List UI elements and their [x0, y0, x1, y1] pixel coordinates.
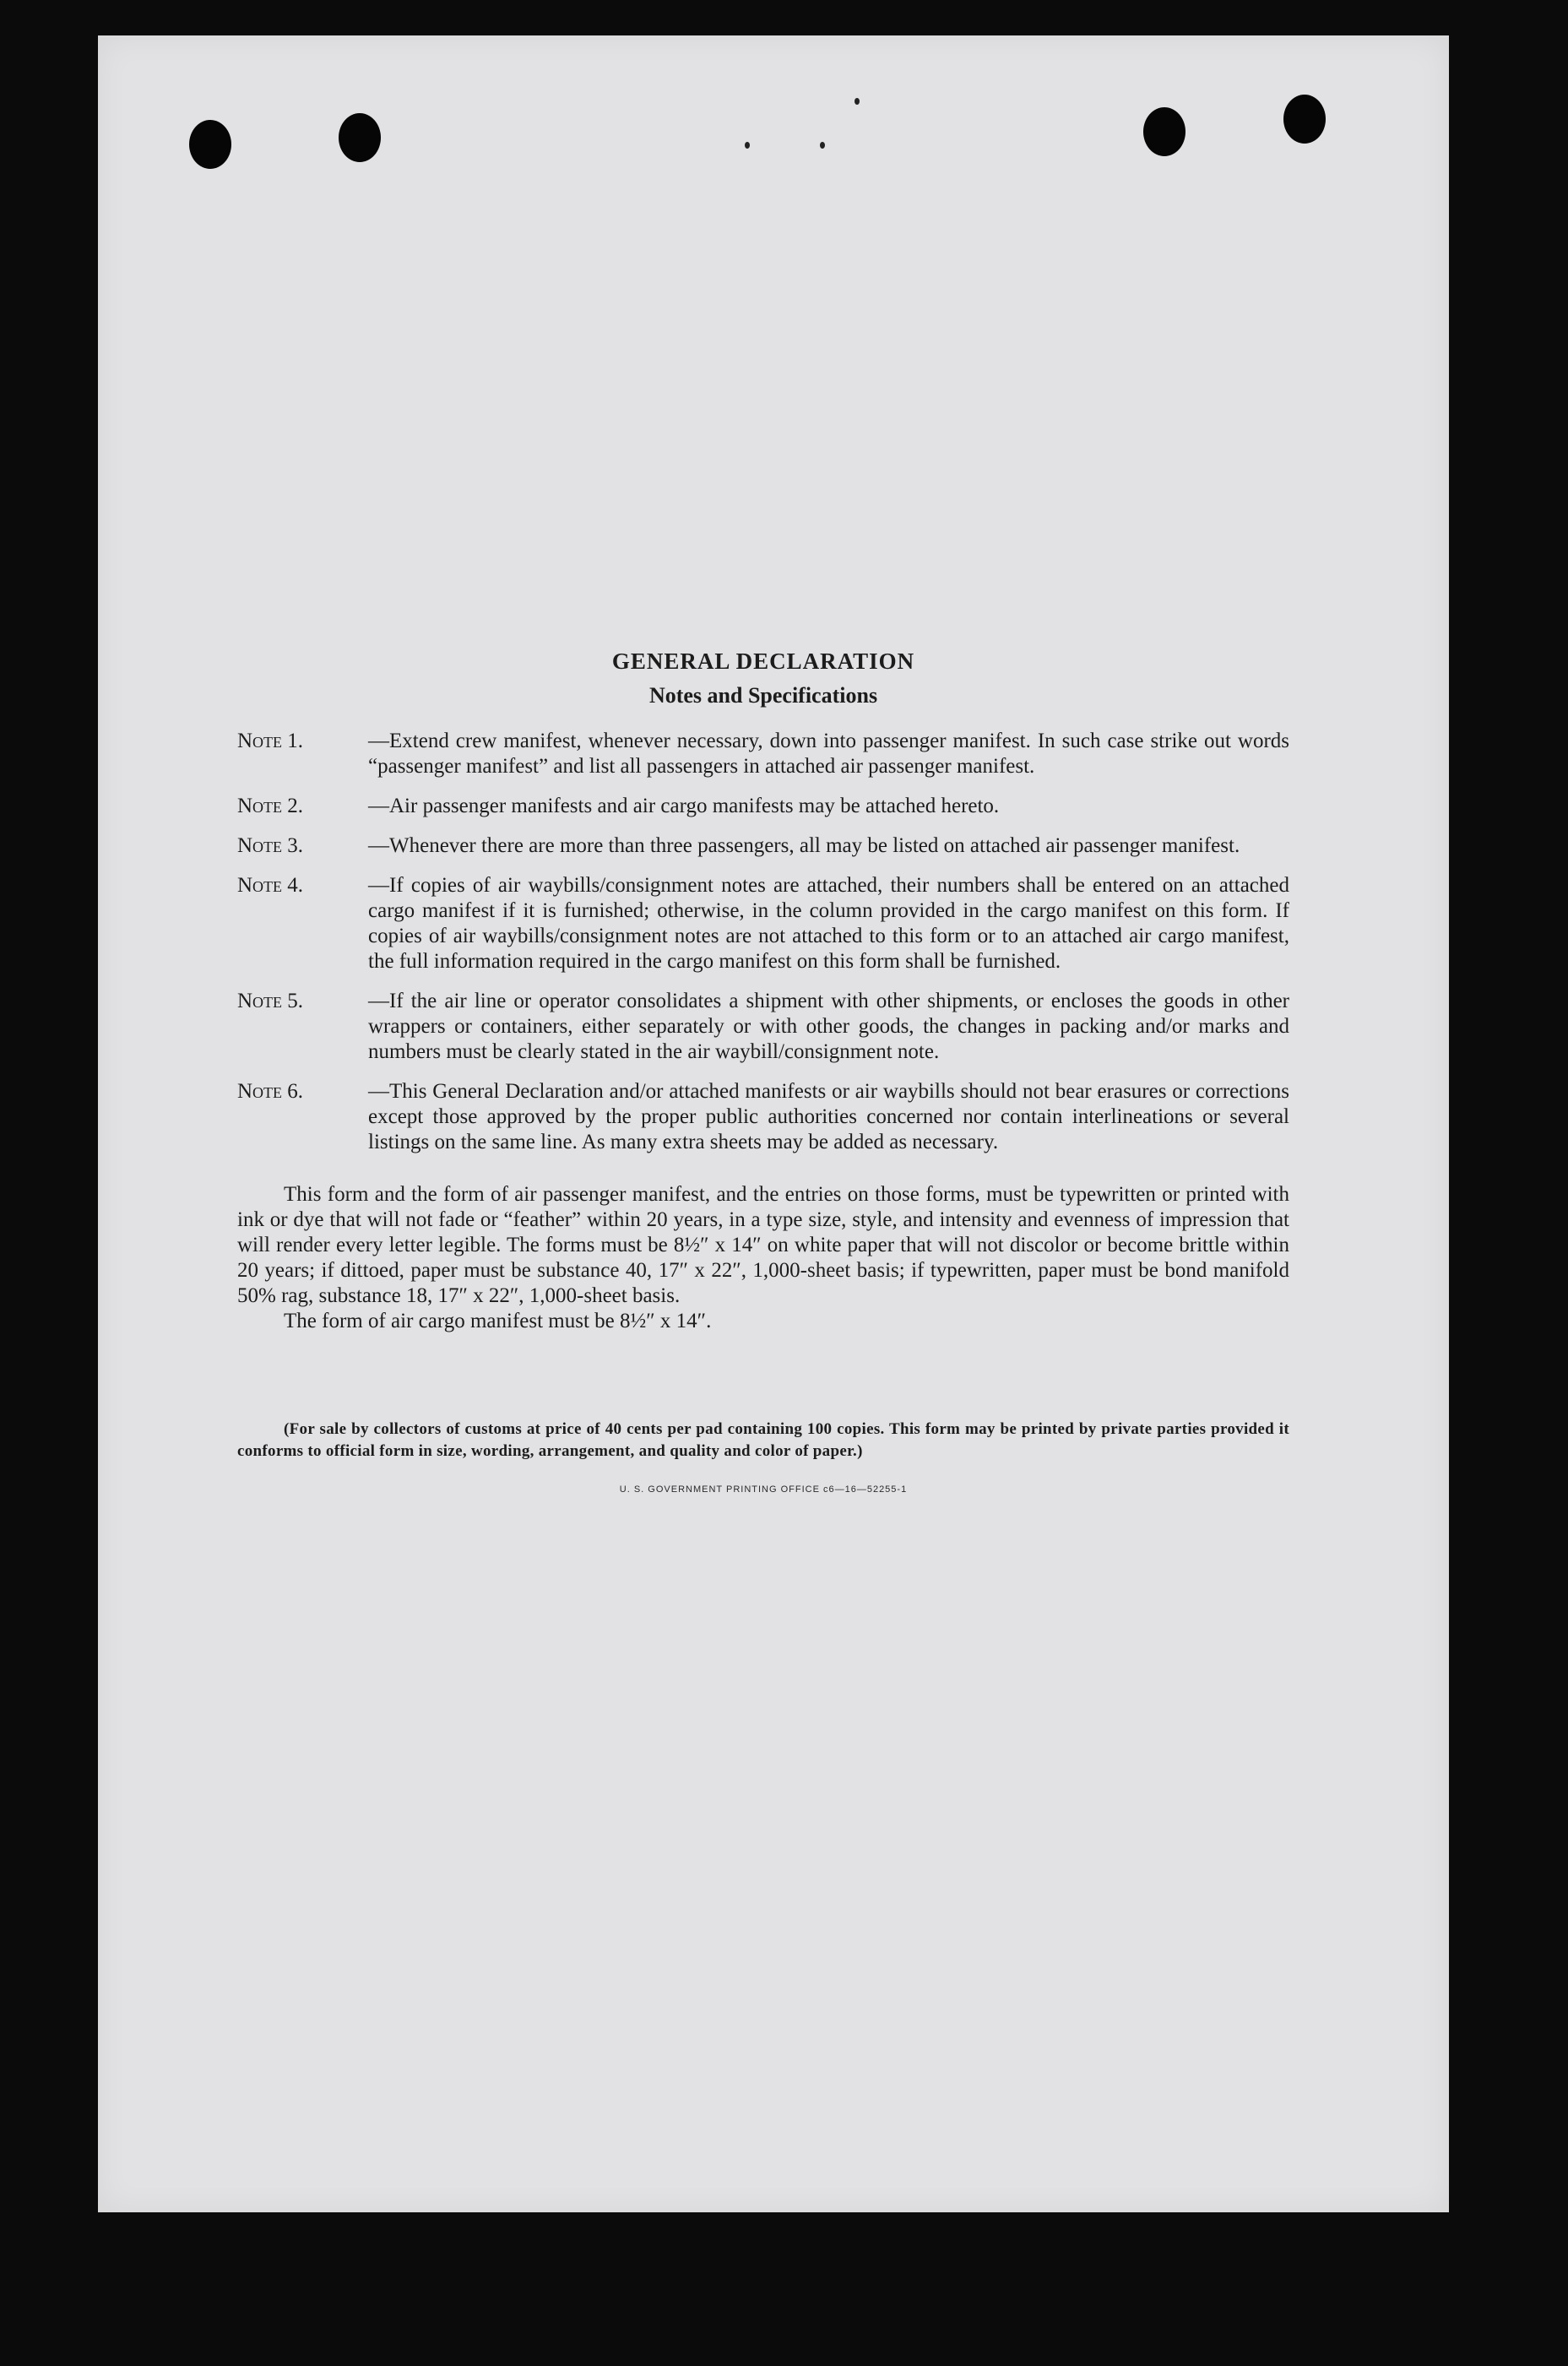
note-label: Note [237, 730, 283, 752]
punch-hole [1283, 95, 1326, 144]
note-heading [237, 989, 303, 1014]
note-number: 4. [287, 874, 304, 897]
note-number: 6. [287, 1080, 304, 1103]
note-heading [237, 729, 303, 754]
note-text: —Extend crew manifest, whenever necessary, down into passenger manifest. In such case strike out words “passenger manifest” and list all passengers in attached air passenger manifest. [368, 730, 1289, 778]
note-3 [237, 833, 1289, 859]
note-text: —If the air line or operator consolidates a shipment with other shipments, or encloses the goods in other wrappers or containers, either separately or with other goods, the changes in packing and/or marks and numbers must be clearly stated in the air waybill/consignment note. [368, 990, 1289, 1063]
note-5 [237, 989, 1289, 1065]
specification-paragraph: This form and the form of air passenger manifest, and the entries on those forms, must be typewritten or printed with ink or dye that will not fade or “feather” within 20 years, in a type size, style, and intensity and evenness of impression that will render every letter legible. The forms must be 8½″ x 14″ on white paper that will not discolor or become brittle within 20 years; if dittoed, paper must be substance 40, 17″ x 22″, 1,000-sheet basis; if typewritten, paper must be bond manifold 50% rag, substance 18, 17″ x 22″, 1,000-sheet basis. [237, 1183, 1289, 1307]
paper-speck [745, 142, 750, 149]
cargo-size-paragraph: The form of air cargo manifest must be 8½″ x 14″. [284, 1310, 712, 1332]
note-heading [237, 794, 303, 819]
note-2 [237, 794, 1289, 819]
note-text: —If copies of air waybills/consignment notes are attached, their numbers shall be entered on an attached cargo manifest if it is furnished; otherwise, in the column provided in the cargo manifest on this form. If copies of air waybills/consignment notes are not attached to this form or to an attached air cargo manifest, the full information required in the cargo manifest on this form shall be furnished. [368, 874, 1289, 973]
punch-hole [189, 120, 231, 169]
note-heading [237, 833, 303, 859]
form-content [237, 646, 1289, 1495]
note-text: —Whenever there are more than three passengers, all may be listed on attached air passenger manifest. [368, 834, 1240, 857]
page-title: GENERAL DECLARATION [611, 648, 915, 674]
note-number: 2. [287, 795, 304, 817]
note-label: Note [237, 795, 283, 817]
page-subtitle: Notes and Specifications [648, 683, 878, 708]
note-6 [237, 1079, 1289, 1155]
note-text: —This General Declaration and/or attached manifests or air waybills should not bear erasures or corrections except those approved by the proper public authorities concerned nor contain interlineations or several listings on the same line. As many extra sheets may be added as necessary. [368, 1080, 1289, 1153]
note-label: Note [237, 990, 283, 1012]
paper-speck [855, 98, 860, 105]
note-4 [237, 873, 1289, 974]
note-number: 3. [287, 834, 304, 857]
note-1 [237, 729, 1289, 779]
note-label: Note [237, 874, 283, 897]
note-label: Note [237, 1080, 283, 1103]
printer-line: U. S. GOVERNMENT PRINTING OFFICE c6—16—52255-1 [619, 1484, 908, 1495]
sale-notice: (For sale by collectors of customs at price of 40 cents per pad containing 100 copies. This form may be printed by private parties provided it conforms to official form in size, wording, arrangement, and quality and color of paper.) [237, 1420, 1289, 1460]
note-heading [237, 873, 303, 898]
punch-hole [1143, 107, 1185, 156]
note-text: —Air passenger manifests and air cargo manifests may be attached hereto. [368, 795, 1000, 817]
note-label: Note [237, 834, 283, 857]
note-number: 1. [287, 730, 304, 752]
punch-hole [339, 113, 381, 162]
note-number: 5. [287, 990, 304, 1012]
note-heading [237, 1079, 303, 1104]
paper-speck [820, 142, 825, 149]
form-page [98, 35, 1449, 2212]
